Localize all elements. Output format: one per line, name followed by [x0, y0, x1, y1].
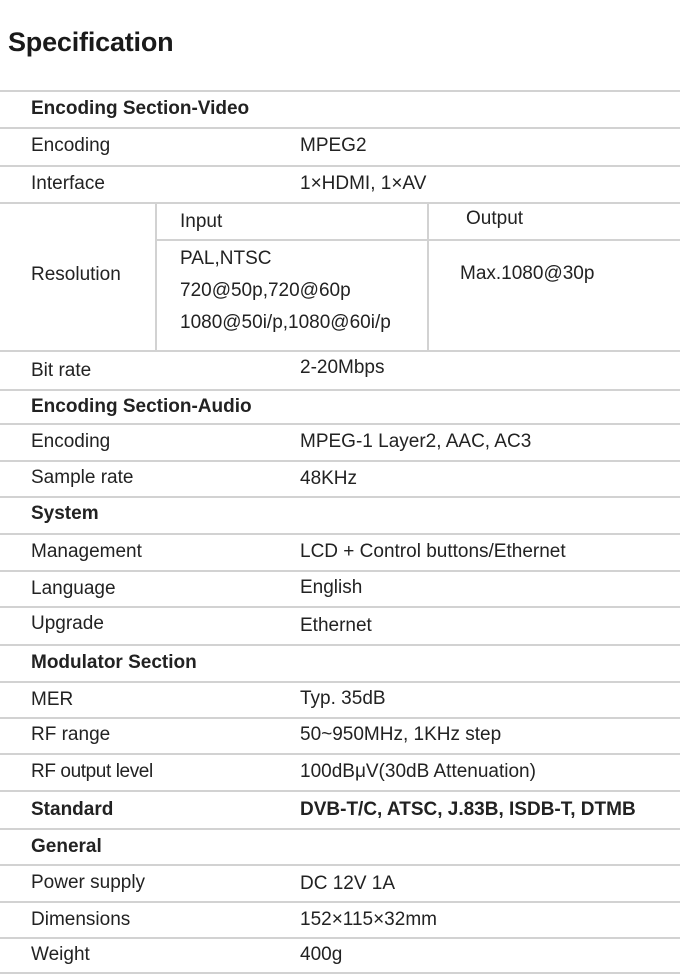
spec-label: Resolution	[31, 264, 121, 285]
spec-table	[0, 90, 680, 974]
input-line: 1080@50i/p,1080@60i/p	[180, 312, 391, 333]
spec-label: Language	[31, 578, 116, 599]
spec-value: MPEG2	[300, 135, 367, 156]
spec-row-mer	[0, 681, 680, 717]
section-header-modulator	[0, 644, 680, 681]
spec-row-dimensions	[0, 901, 680, 937]
section-header-system	[0, 496, 680, 533]
spec-value: 152×115×32mm	[300, 909, 437, 930]
spec-value: Ethernet	[300, 615, 372, 636]
spec-value: DC 12V 1A	[300, 873, 396, 894]
spec-value: LCD + Control buttons/Ethernet	[300, 541, 566, 562]
spec-value: 100dBμV(30dB Attenuation)	[300, 761, 536, 782]
section-title: System	[31, 503, 99, 524]
column-divider	[427, 204, 429, 350]
spec-row-rf-range	[0, 717, 680, 753]
section-header-video	[0, 90, 680, 127]
spec-value: MPEG-1 Layer2, AAC, AC3	[300, 431, 532, 452]
section-title: General	[31, 836, 102, 857]
spec-row-upgrade	[0, 606, 680, 644]
page-title: Specification	[8, 27, 174, 57]
section-header-general	[0, 828, 680, 864]
spec-row-standard	[0, 790, 680, 828]
input-header: Input	[180, 211, 223, 232]
spec-label: RF output level	[31, 761, 153, 782]
spec-row-bit-rate	[0, 350, 680, 389]
spec-label: Dimensions	[31, 909, 131, 930]
spec-row-power-supply	[0, 864, 680, 901]
spec-label: MER	[31, 689, 74, 710]
spec-row-weight	[0, 937, 680, 974]
spec-label: Weight	[31, 944, 90, 965]
spec-value: 2-20Mbps	[300, 357, 385, 378]
input-values	[180, 243, 391, 339]
spec-label: Sample rate	[31, 467, 134, 488]
row-divider	[157, 239, 680, 241]
spec-value: 1×HDMI, 1×AV	[300, 173, 427, 194]
spec-value: 400g	[300, 944, 343, 965]
spec-label: Upgrade	[31, 613, 104, 634]
spec-label: Standard	[31, 799, 114, 820]
output-header: Output	[466, 208, 524, 229]
section-title: Encoding Section-Audio	[31, 396, 252, 417]
input-line: PAL,NTSC	[180, 248, 272, 269]
input-line: 720@50p,720@60p	[180, 280, 351, 301]
spec-row-audio-encoding	[0, 423, 680, 460]
spec-row-rf-output-level	[0, 753, 680, 790]
spec-label: Encoding	[31, 431, 111, 452]
spec-row-management	[0, 533, 680, 570]
spec-value: 50~950MHz, 1KHz step	[300, 724, 502, 745]
section-title: Modulator Section	[31, 652, 197, 673]
spec-label: Power supply	[31, 872, 146, 893]
spec-row-resolution	[0, 202, 680, 350]
section-header-audio	[0, 389, 680, 423]
column-divider	[155, 204, 157, 350]
spec-value: 48KHz	[300, 468, 358, 489]
spec-row-language	[0, 570, 680, 606]
spec-value: DVB-T/C, ATSC, J.83B, ISDB-T, DTMB	[300, 799, 636, 820]
spec-value: Typ. 35dB	[300, 688, 386, 709]
spec-label: RF range	[31, 724, 111, 745]
spec-value: English	[300, 577, 363, 598]
spec-row-interface	[0, 165, 680, 202]
spec-label: Encoding	[31, 135, 111, 156]
section-title: Encoding Section-Video	[31, 98, 250, 119]
spec-label: Management	[31, 541, 142, 562]
spec-label: Bit rate	[31, 360, 92, 381]
spec-row-video-encoding	[0, 127, 680, 165]
spec-label: Interface	[31, 173, 105, 194]
spec-row-sample-rate	[0, 460, 680, 496]
output-value: Max.1080@30p	[460, 263, 595, 284]
